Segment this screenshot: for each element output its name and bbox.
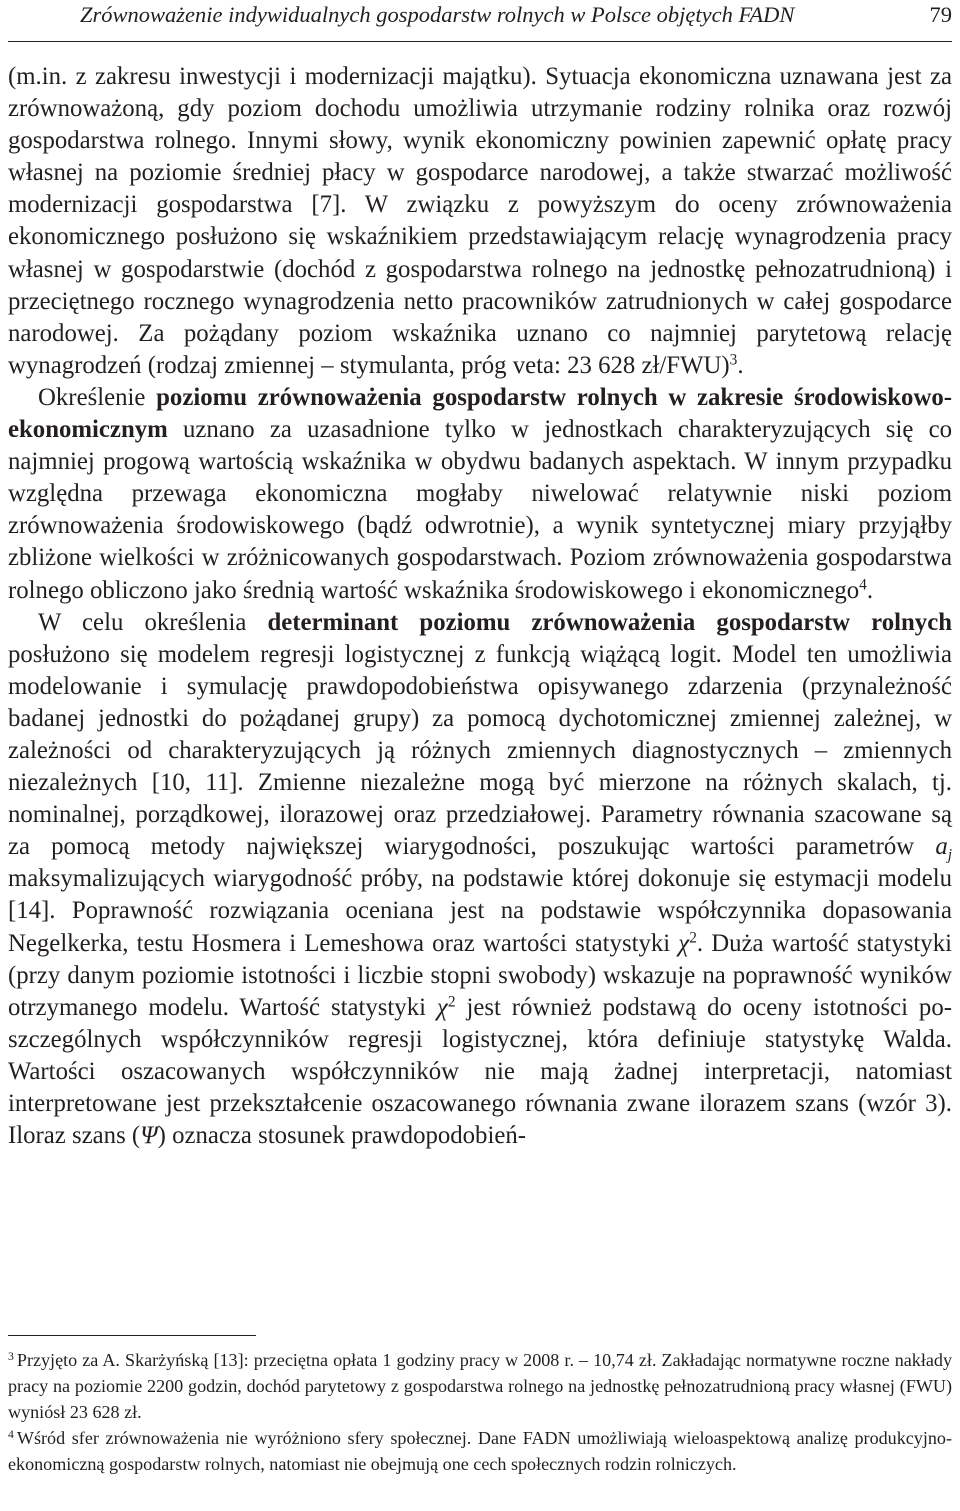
main-text bbox=[8, 61, 952, 1152]
paragraph-economic-sustainability bbox=[8, 61, 952, 382]
footnote-ref-4[interactable]: 4 bbox=[859, 576, 867, 594]
subscript-j: j bbox=[947, 846, 952, 864]
paragraph-logistic-regression bbox=[8, 607, 952, 1153]
paragraph-sustainability-level bbox=[8, 382, 952, 607]
footnote-mark: 3 bbox=[8, 1350, 14, 1364]
symbol-chi: χ bbox=[678, 929, 690, 957]
symbol-chi: χ bbox=[436, 993, 448, 1021]
paragraph-text: W celu określenia bbox=[38, 608, 268, 636]
header-divider bbox=[8, 41, 952, 42]
footnote-4 bbox=[8, 1425, 952, 1477]
superscript-2: 2 bbox=[447, 993, 456, 1011]
paragraph-text: posłużono się modelem regresji logistycznej z funkcją wiążącą logit. Model ten umożliwia modelowanie i symulację prawdopodobieństwa opisywanego zdarzenia (przynależność badanej jednostki do pożądanej grupy) za pomocą dychotomicznej zmiennej zależnej, w zależności od charakteryzujących ją różnych zmiennych diagnostycznych – zmiennych niezależnych [10, 11]. Zmienne niezależne mogą być mierzone na różnych skalach, tj. nominalnej, porządkowej, ilorazowej oraz przedziałowej. Parametry równania szacowane są za pomocą metody największej wiarygodności, poszukując wartości parametrów bbox=[8, 640, 952, 861]
symbol-psi: Ψ bbox=[140, 1122, 158, 1150]
footnote-3 bbox=[8, 1347, 952, 1425]
paragraph-text: jest również podstawą do oceny istotności poszczególnych współczynników regresji logistycznej, która definiuje statystykę Walda. Wartości oszacowanych współczynników nie mają żadnej interpretacji, natomiast interpretowane jest przekształcenie oszacowanego równania zwane ilorazem szans (wzór 3). Iloraz szans ( bbox=[8, 993, 952, 1150]
paragraph-text: . bbox=[866, 576, 874, 604]
paragraph-text: (m.in. z zakresu inwestycji i modernizacji majątku). Sytuacja ekonomiczna uznawana jest za zrównoważoną, gdy poziom dochodu umożliwia utrzymanie rodziny rolnika oraz rozwój gospodarstwa rolnego. Innymi słowy, wynik ekonomiczny powinien zapewnić opłatę pracy własnej na poziomie średniej płacy w gospodarce narodowej, a także stwarzać możliwość modernizacji gospodarstwa [7]. W związku z powyższym do oceny zrównoważenia ekonomicznego posłużono się wskaźnikiem przedstawiającym relację wynagrodzenia pracy własnej w gospodarstwie (dochód z gospodarstwa rolnego na jednostkę pełnozatrudnioną) i przeciętnego rocznego wynagrodzenia netto pracowników zatrudnionych w całej gospodarce narodowej. Za pożądany poziom wskaźnika uznano co najmniej parytetową relację wynagrodzeń (rodzaj zmiennej – stymulanta, próg veta: 23 628 zł/FWU) bbox=[8, 63, 952, 379]
footnotes bbox=[8, 1347, 952, 1477]
superscript-2: 2 bbox=[689, 929, 697, 947]
bold-term: poziomu zrównoważenia gospodarstw rolnych w zakresie środowiskowo-ekonomicznym bbox=[8, 383, 953, 444]
paragraph-text: uznano za uzasadnione tylko w jednostkach charakteryzujących się co najmniej progową wartością wskaźnika w obydwu badanych aspektach. W innym przypadku względna przewaga ekonomiczna mogłaby niwelować relatywnie niski poziom zrównoważenia środowiskowego (bądź odwrotnie), a wynik syntetycznej miary przyjąłby zbliżone wielkości w zróżnicowanych gospodarstwach. Poziom zrównoważenia gospodarstwa rolnego obliczono jako średnią wartość wskaźnika środowiskowego i ekonomicznego bbox=[8, 416, 952, 604]
paragraph-text: maksymalizujących wiarygodność próby, na podstawie której dokonuje się estymacji modelu [14]. Poprawność rozwiązania oceniana jest na podstawie współczynnika dopasowania Negelkerka, testu Hosmera i Lemeshowa oraz wartości statystyki bbox=[8, 865, 952, 957]
footnote-text: Wśród sfer zrównoważenia nie wyróżniono sfery społecznej. Dane FADN umożliwiają wieloaspektową analizę produkcyjno-ekonomiczną gospodarstw rolnych, natomiast nie obejmują one cech społecznych rodzin rolniczych. bbox=[8, 1428, 952, 1474]
bold-term: determinant poziomu zrównoważenia gospodarstw rolnych bbox=[267, 608, 952, 636]
footnote-ref-3[interactable]: 3 bbox=[729, 351, 738, 369]
paragraph-text: . bbox=[737, 351, 744, 379]
paragraph-text: . Duża wartość statystyki (przy danym poziomie istotności i liczbie stopni swobody) wskazuje na poprawność wyników otrzymanego modelu. Wartość statystyki bbox=[8, 929, 952, 1021]
running-header bbox=[8, 0, 952, 30]
footnote-mark: 4 bbox=[8, 1428, 14, 1442]
page-number: 79 bbox=[929, 2, 952, 27]
paragraph-text: ) oznacza stosunek prawdopodobień- bbox=[157, 1122, 527, 1150]
running-title: Zrównoważenie indywidualnych gospodarstw rolnych w Polsce objętych FADN bbox=[80, 2, 795, 27]
footnote-divider bbox=[8, 1335, 256, 1336]
paragraph-text: Określenie bbox=[38, 383, 157, 411]
symbol-a: a bbox=[935, 833, 948, 861]
footnote-text: Przyjęto za A. Skarżyńską [13]: przeciętna opłata 1 godziny pracy w 2008 r. – 10,74 zł. Zakładając normatywne roczne nakłady pracy na poziomie 2200 godzin, dochód parytetowy z gospodarstwa rolnego na jednostkę pełnozatrudnioną pracy własnej (FWU) wyniósł 23 628 zł. bbox=[8, 1350, 952, 1422]
